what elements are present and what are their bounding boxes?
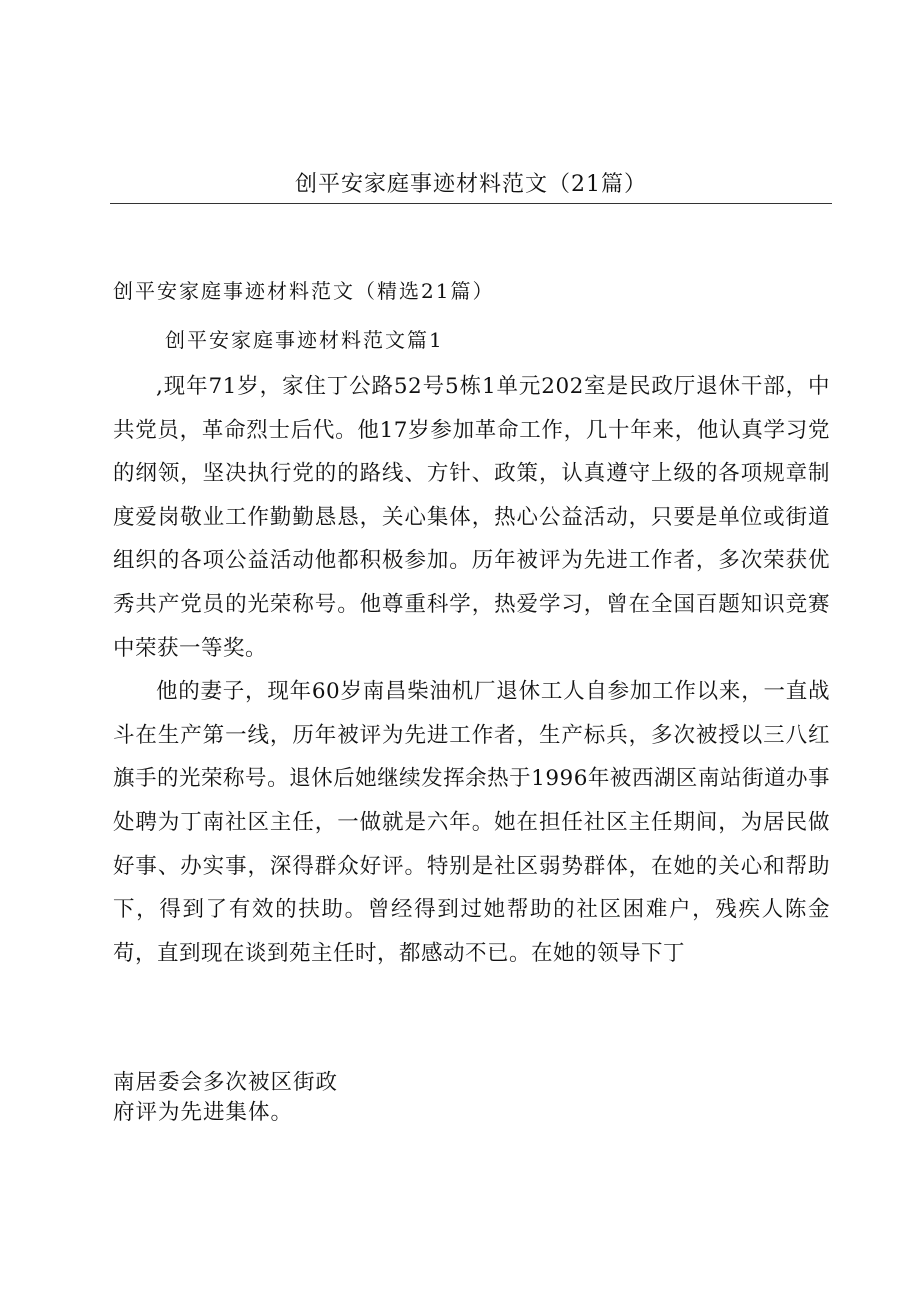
section-heading: 创平安家庭事迹材料范文篇1 xyxy=(165,328,444,352)
body-paragraph-1: ,现年71岁，家住丁公路52号5栋1单元202室是民政厅退休干部，中共党员，革命烈士后代。他17岁参加革命工作，几十年来，他认真学习党的纲领，坚决执行党的的路线、方针、政策，认真遵守上级的各项规章制度爱岗敬业工作勤勤恳恳，关心集体，热心公益活动，只要是单位或街道组织的各项公益活动他都积极参加。历年被评为先进工作者，多次荣获优秀共产党员的光荣称号。他尊重科学，热爱学习，曾在全国百题知识竞赛中荣获一等奖。 xyxy=(113,374,830,661)
document-body xyxy=(113,365,830,975)
tail-line-1: 南居委会多次被区街政 xyxy=(113,1070,339,1095)
tail-line-2: 府评为先进集体。 xyxy=(113,1100,294,1125)
body-paragraph-2: 他的妻子，现年60岁南昌柴油机厂退休工人自参加工作以来，一直战斗在生产第一线，历年被评为先进工作者，生产标兵，多次被授以三八红旗手的光荣称号。退休后她继续发挥余热于1996年被西湖区南站街道办事处聘为丁南社区主任，一做就是六年。她在担任社区主任期间，为居民做好事、办实事，深得群众好评。特别是社区弱势群体，在她的关心和帮助下，得到了有效的扶助。曾经得到过她帮助的社区困难户，残疾人陈金苟，直到现在谈到苑主任时，都感动不已。在她的领导下丁 xyxy=(113,679,830,966)
title-underline xyxy=(110,203,832,204)
document-subtitle: 创平安家庭事迹材料范文（精选21篇） xyxy=(113,279,495,303)
document-title: 创平安家庭事迹材料范文（21篇） xyxy=(295,172,647,197)
